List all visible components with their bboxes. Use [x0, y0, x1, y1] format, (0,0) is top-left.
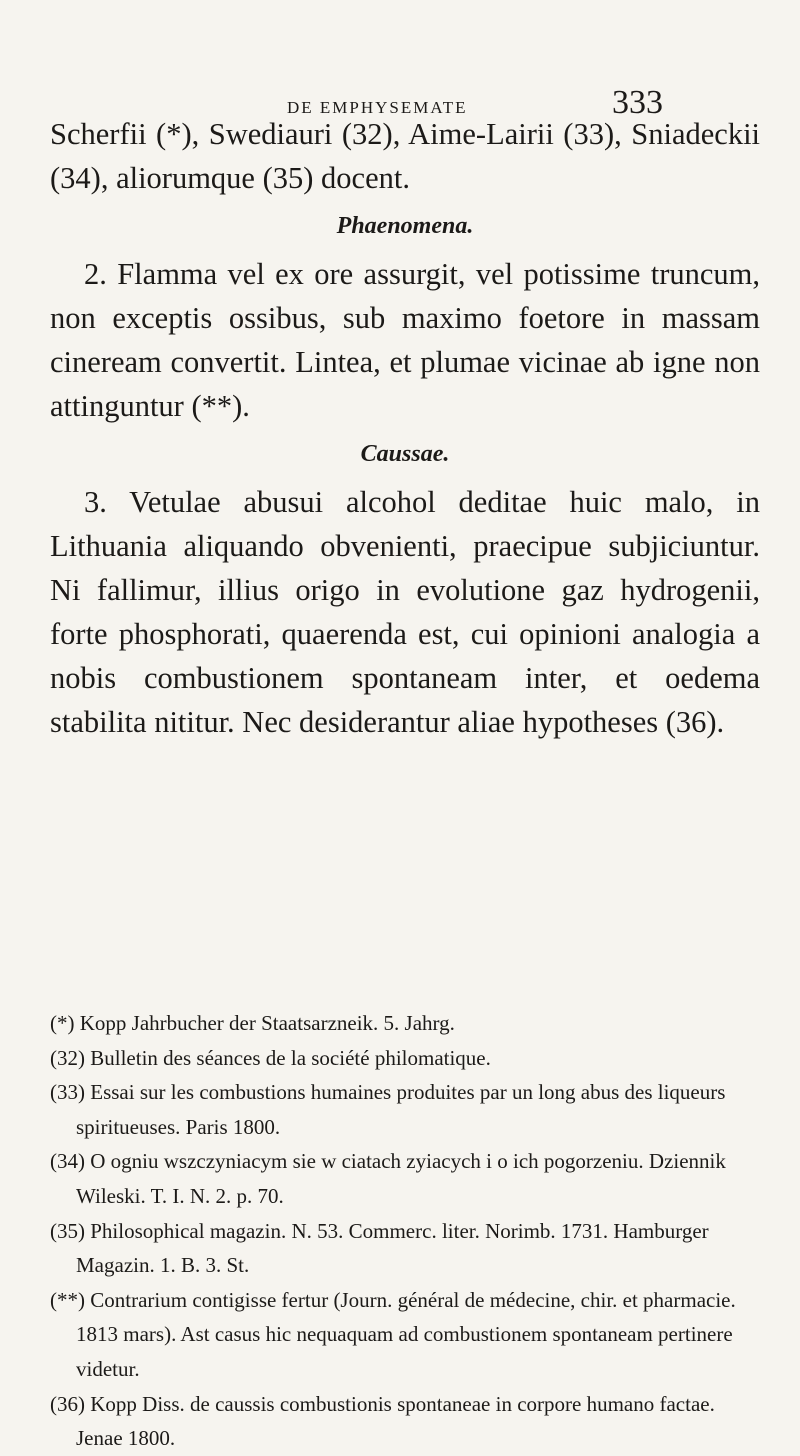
running-title: DE EMPHYSEMATE: [287, 98, 468, 117]
footnote: [50, 1387, 760, 1456]
footnote-text: Philosophical magazin. N. 53. Commerc. liter. Norimb. 1731. Hamburger Magazin. 1. B. 3. St.: [76, 1218, 709, 1278]
main-text: [50, 112, 760, 744]
footnote-text: Contrarium contigisse fertur (Journ. général de médecine, chir. et pharmacie. 1813 mars). Ast casus hic nequaquam ad combustionem spontaneam pertinere videtur.: [76, 1287, 736, 1381]
footnote-mark: (*): [50, 1011, 75, 1035]
footnote: [50, 1283, 760, 1387]
footnote-text: Kopp Jahrbucher der Staatsarzneik. 5. Jahrg.: [79, 1011, 455, 1035]
footnote-text: O ogniu wszczyniacym sie w ciatach zyiacych i o ich pogorzeniu. Dziennik Wileski. T. I. N. 2. p. 70.: [76, 1149, 726, 1208]
footnotes: [50, 1006, 760, 1456]
footnote-text: Bulletin des séances de la société philomatique.: [90, 1045, 491, 1070]
section-heading-phaenomena: Phaenomena.: [336, 213, 474, 239]
intro-line-2: Sniadeckii (34), aliorumque (35) docent.: [50, 117, 761, 195]
intro-paragraph: [50, 112, 760, 200]
footnote: [50, 1006, 760, 1041]
intro-line-1: Scherfii (*), Swediauri (32), Aime-Lairii (33),: [50, 117, 622, 151]
footnote: [50, 1041, 760, 1076]
footnote-mark: (33): [50, 1080, 85, 1105]
footnote-mark: (34): [50, 1149, 85, 1174]
paragraph-2: 2. Flamma vel ex ore assurgit, vel potissime truncum, non exceptis ossibus, sub maximo foetore in massam cineream convertit. Lintea, et plumae vicinae ab igne non attinguntur (**).: [50, 257, 760, 423]
footnote: [50, 1144, 760, 1213]
footnote-text: Essai sur les combustions humaines produites par un long abus des liqueurs spiritueuses. Paris 1800.: [76, 1080, 726, 1139]
footnote-mark: (35): [50, 1218, 85, 1243]
footnote-mark: (36): [50, 1391, 85, 1416]
page-number: 333: [612, 84, 663, 121]
footnote: [50, 1214, 760, 1283]
footnote: [50, 1075, 760, 1144]
footnote-mark: (32): [50, 1045, 85, 1070]
footnote-mark: (**): [50, 1287, 85, 1312]
paragraph-3: 3. Vetulae abusui alcohol deditae huic malo, in Lithuania aliquando obvenienti, praecipue subjiciuntur. Ni fallimur, illius origo in evolutione gaz hydrogenii, forte phosphorati, quaerenda est, cui opinioni analogia a nobis combustionem spontaneam inter, et oedema stabilita nititur. Nec desiderantur aliae hypotheses (36).: [50, 485, 760, 739]
footnote-text: Kopp Diss. de caussis combustionis spontaneae in corpore humano factae. Jenae 1800.: [76, 1391, 715, 1451]
section-heading-caussae: Caussae.: [360, 441, 450, 467]
